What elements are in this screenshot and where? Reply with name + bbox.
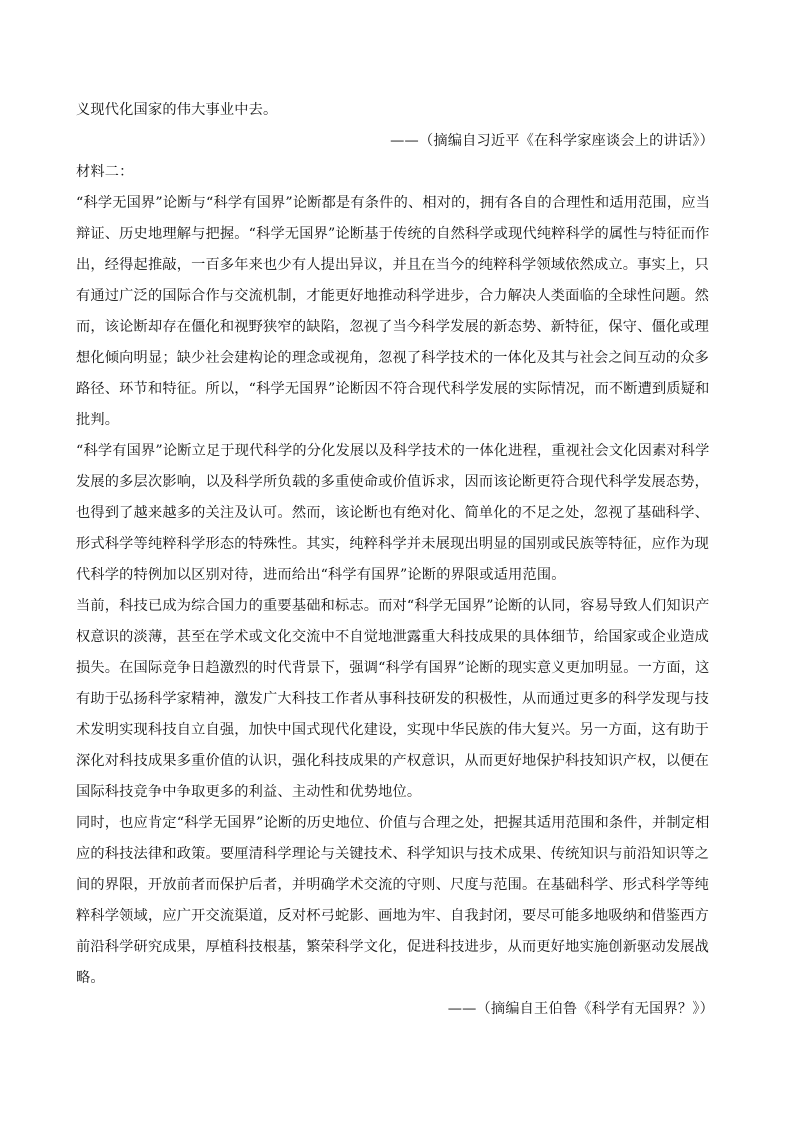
paragraph-line: 应的科技法律和政策。要厘清科学理论与关键技术、科学知识与技术成果、传统知识与前沿知识等之	[76, 846, 710, 862]
paragraph-line: 有通过广泛的国际合作与交流机制，才能更好地推动科学进步，合力解决人类面临的全球性问题。然	[76, 288, 710, 304]
paragraph-4	[76, 808, 724, 994]
document-body	[76, 95, 724, 1025]
material-two-source-citation: ——（摘编自王伯鲁《科学有无国界？》）	[447, 1001, 714, 1017]
paragraph-line: 粹科学领域，应广开交流渠道，反对杯弓蛇影、画地为牢、自我封闭，要尽可能多地吸纳和借鉴西方	[76, 908, 710, 924]
paragraph-line: 前沿科学研究成果，厚植科技根基，繁荣科学文化，促进科技进步，从而更好地实施创新驱动发展战	[76, 939, 710, 955]
paragraph-line: 批判。	[76, 412, 120, 428]
intro-line: 义现代化国家的伟大事业中去。	[76, 102, 278, 118]
paragraph-line: 辩证、历史地理解与把握。“科学无国界”论断基于传统的自然科学或现代纯粹科学的属性与特征而作	[76, 226, 710, 242]
paragraph-2	[76, 436, 724, 591]
paragraph-line: “科学有国界”论断立足于现代科学的分化发展以及科学技术的一体化进程，重视社会文化因素对科学	[76, 443, 710, 459]
paragraph-line: 也得到了越来越多的关注及认可。然而，该论断也有绝对化、简单化的不足之处，忽视了基础科学、	[76, 505, 710, 521]
paragraph-1	[76, 188, 724, 436]
paragraph-line: 而，该论断却存在僵化和视野狭窄的缺陷，忽视了当今科学发展的新态势、新特征，保守、僵化或理	[76, 319, 710, 335]
paragraph-line: 形式科学等纯粹科学形态的特殊性。其实，纯粹科学并未展现出明显的国别或民族等特征，应作为现	[76, 536, 710, 552]
paragraph-line: 代科学的特例加以区别对待，进而给出“科学有国界”论断的界限或适用范围。	[76, 567, 566, 583]
paragraph-3	[76, 591, 724, 808]
paragraph-line: 损失。在国际竞争日趋激烈的时代背景下，强调“科学有国界”论断的现实意义更加明显。一方面，这	[76, 660, 710, 676]
paragraph-line: “科学无国界”论断与“科学有国界”论断都是有条件的、相对的，拥有各自的合理性和适用范围，应当	[76, 195, 711, 211]
paragraph-line: 术发明实现科技自立自强，加快中国式现代化建设，实现中华民族的伟大复兴。另一方面，这有助于	[76, 722, 710, 738]
paragraph-line: 权意识的淡薄，甚至在学术或文化交流中不自觉地泄露重大科技成果的具体细节，给国家或企业造成	[76, 629, 710, 645]
paragraph-line: 当前，科技已成为综合国力的重要基础和标志。而对“科学无国界”论断的认同，容易导致人们知识产	[76, 598, 710, 614]
material-two-label: 材料二：	[76, 164, 134, 180]
paragraph-line: 发展的多层次影响，以及科学所负载的多重使命或价值诉求，因而该论断更符合现代科学发展态势，	[76, 474, 710, 490]
paragraph-line: 深化对科技成果多重价值的认识，强化科技成果的产权意识，从而更好地保护科技知识产权，以便在	[76, 753, 710, 769]
intro-source-citation: ——（摘编自习近平《在科学家座谈会上的讲话》）	[390, 133, 714, 149]
paragraph-line: 有助于弘扬科学家精神，激发广大科技工作者从事科技研发的积极性，从而通过更多的科学发现与技	[76, 691, 710, 707]
paragraph-line: 国际科技竞争中争取更多的利益、主动性和优势地位。	[76, 784, 422, 800]
paragraph-line: 想化倾向明显；缺少社会建构论的理念或视角，忽视了科学技术的一体化及其与社会之间互动的众多	[76, 350, 710, 366]
paragraph-line: 路径、环节和特征。所以，“科学无国界”论断因不符合现代科学发展的实际情况，而不断遭到质疑和	[76, 381, 710, 397]
paragraph-line: 略。	[76, 970, 105, 986]
paragraph-line: 间的界限，开放前者而保护后者，并明确学术交流的守则、尺度与范围。在基础科学、形式科学等纯	[76, 877, 710, 893]
paragraph-line: 同时，也应肯定“科学无国界”论断的历史地位、价值与合理之处，把握其适用范围和条件，并制定相	[76, 815, 710, 831]
paragraph-line: 出，经得起推敲，一百多年来也少有人提出异议，并且在当今的纯粹科学领域依然成立。事实上，只	[76, 257, 710, 273]
